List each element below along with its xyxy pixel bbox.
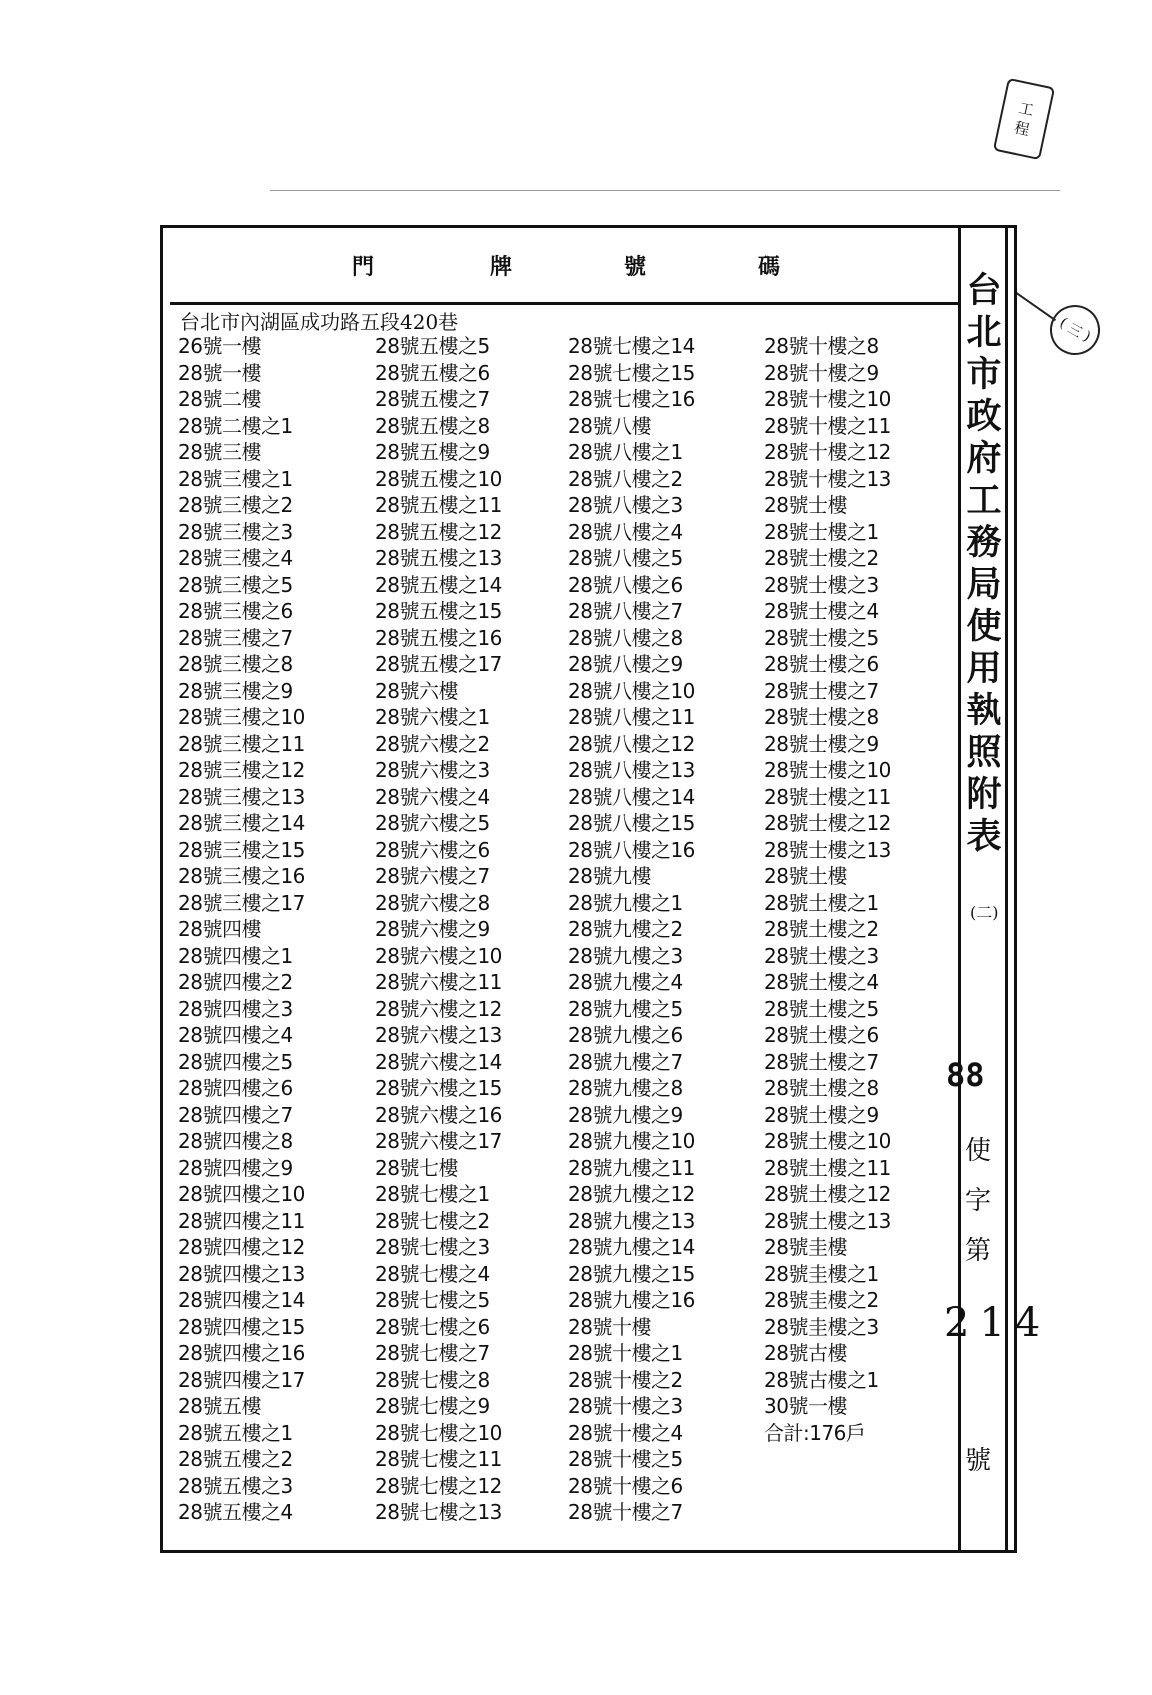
door-number-entry: 28號五樓之6 (375, 360, 490, 385)
door-number-entry: 28號六樓之12 (375, 996, 502, 1021)
door-number-entry: 28號九樓之5 (568, 996, 683, 1021)
door-number-entry: 28號六樓之6 (375, 837, 490, 862)
door-number-entry: 28號六樓之3 (375, 758, 490, 782)
door-number-entry: 28號四樓之4 (178, 1023, 293, 1047)
seal-mid: 三 (1064, 320, 1085, 342)
door-number-entry: 28號三樓之17 (178, 890, 305, 915)
door-number-entry: 28號九樓之7 (568, 1049, 683, 1074)
door-number-entry: 28號九樓之6 (568, 1023, 683, 1047)
license-appendix-title: 台北市政府工務局使用執照附表 (966, 270, 1002, 857)
header-char-3: 號 (624, 254, 647, 280)
door-number-entry: 28號七樓之3 (375, 1235, 490, 1259)
door-number-entry: 28號土樓之6 (764, 1023, 879, 1047)
stamp-char-2: 程 (1012, 118, 1032, 140)
door-number-entry: 28號三樓 (178, 440, 261, 464)
door-number-entry: 28號三樓之7 (178, 625, 293, 650)
license-number: 214 (944, 1300, 1051, 1346)
door-number-entry: 28號六樓之7 (375, 864, 490, 888)
door-number-entry: 28號士樓之9 (764, 731, 879, 756)
header-char-1: 門 (352, 254, 375, 280)
door-number-entry: 28號圭樓之1 (764, 1261, 879, 1286)
door-number-entry: 28號七樓之9 (375, 1394, 490, 1418)
door-number-entry: 28號六樓之13 (375, 1023, 502, 1047)
door-number-entry: 28號四樓之10 (178, 1182, 305, 1206)
door-number-entry: 28號七樓之8 (375, 1367, 490, 1392)
door-number-entry: 28號八樓之6 (568, 572, 683, 597)
door-number-entry: 28號士樓之13 (764, 837, 891, 862)
door-number-entry: 28號四樓之15 (178, 1314, 305, 1339)
door-number-entry: 28號三樓之11 (178, 731, 305, 756)
door-number-entry: 28號圭樓之2 (764, 1288, 879, 1312)
door-number-entry: 28號士樓之12 (764, 811, 891, 835)
door-number-entry: 28號五樓之7 (375, 387, 490, 411)
door-number-entry: 28號十樓之11 (764, 413, 891, 438)
door-number-entry: 28號五樓之12 (375, 519, 502, 544)
door-number-entry: 28號三樓之12 (178, 758, 305, 782)
header-char-2: 牌 (490, 254, 513, 280)
door-number-entry: 28號九樓之3 (568, 943, 683, 968)
door-number-entry: 28號六樓之10 (375, 943, 502, 968)
side-panel-left-border (958, 228, 961, 1550)
door-number-entry: 28號土樓之1 (764, 890, 879, 915)
door-number-entry: 28號七樓之11 (375, 1447, 502, 1471)
door-number-entry: 28號二樓 (178, 387, 261, 411)
door-number-entry: 28號土樓之11 (764, 1155, 891, 1180)
door-number-entry: 28號三樓之10 (178, 705, 305, 729)
door-number-entry: 28號四樓之2 (178, 970, 293, 994)
door-number-entry: 28號五樓之9 (375, 440, 490, 464)
door-number-entry: 28號六樓 (375, 678, 458, 703)
door-number-entry: 28號十樓之7 (568, 1500, 683, 1524)
door-number-entry: 28號五樓之2 (178, 1447, 293, 1471)
door-number-entry: 28號十樓之10 (764, 387, 891, 411)
engineering-stamp (993, 78, 1055, 160)
door-number-entry: 28號士樓之5 (764, 625, 879, 650)
license-suffix-char: 號 (965, 1446, 992, 1476)
license-prefix-char-3: 第 (965, 1236, 992, 1266)
door-number-entry: 28號六樓之1 (375, 705, 490, 729)
door-number-entry: 28號土樓 (764, 864, 847, 888)
door-number-entry: 28號三樓之15 (178, 837, 305, 862)
door-number-entry: 28號九樓之10 (568, 1129, 695, 1153)
seal-connector-line (1014, 291, 1056, 321)
door-number-entry: 28號士樓之8 (764, 705, 879, 729)
door-number-entry: 28號七樓之15 (568, 360, 695, 385)
door-number-entry: 28號七樓之5 (375, 1288, 490, 1312)
door-number-entry: 28號古樓 (764, 1341, 847, 1365)
door-number-entry: 28號八樓 (568, 413, 651, 438)
door-number-entry: 28號三樓之4 (178, 546, 293, 570)
door-number-entry: 28號十樓之1 (568, 1341, 683, 1365)
door-number-entry: 28號六樓之11 (375, 970, 502, 994)
door-number-entry: 28號五樓之15 (375, 599, 502, 623)
door-number-entry: 28號八樓之13 (568, 758, 695, 782)
door-number-entry: 28號九樓之4 (568, 970, 683, 994)
door-number-entry: 28號古樓之1 (764, 1367, 879, 1392)
door-number-entry: 28號四樓之11 (178, 1208, 305, 1233)
door-number-entry: 28號七樓之13 (375, 1500, 502, 1524)
door-number-entry: 28號九樓之15 (568, 1261, 695, 1286)
door-number-entry: 28號四樓之17 (178, 1367, 305, 1392)
seal-right: ) (1080, 328, 1094, 346)
door-number-entry: 28號八樓之7 (568, 599, 683, 623)
door-number-entry: 28號四樓之3 (178, 996, 293, 1021)
door-number-entry: 28號十樓 (568, 1314, 651, 1339)
door-number-entry: 28號十樓之8 (764, 334, 879, 358)
door-number-entry: 30號一樓 (764, 1394, 847, 1418)
door-number-entry: 28號十樓之3 (568, 1394, 683, 1418)
door-number-entry: 28號土樓之10 (764, 1129, 891, 1153)
door-number-entry: 28號三樓之2 (178, 493, 293, 517)
door-number-entry: 28號八樓之5 (568, 546, 683, 570)
door-number-entry: 26號一樓 (178, 334, 261, 358)
door-number-entry: 28號八樓之2 (568, 466, 683, 491)
door-number-entry: 28號五樓之16 (375, 625, 502, 650)
door-number-entry: 28號六樓之16 (375, 1102, 502, 1127)
page-seal (1041, 296, 1109, 364)
door-number-entry: 28號三樓之5 (178, 572, 293, 597)
door-number-entry: 28號七樓之4 (375, 1261, 490, 1286)
door-number-entry: 28號十樓之4 (568, 1420, 683, 1445)
door-number-entry: 28號十樓之6 (568, 1473, 683, 1498)
door-number-entry: 28號九樓之2 (568, 917, 683, 941)
door-number-entry: 28號六樓之14 (375, 1049, 502, 1074)
door-number-entry: 28號九樓之12 (568, 1182, 695, 1206)
door-number-entry: 28號士樓之11 (764, 784, 891, 809)
street-address: 台北市內湖區成功路五段420巷 (180, 310, 459, 334)
door-number-entry: 28號四樓 (178, 917, 261, 941)
door-number-entry: 28號五樓之8 (375, 413, 490, 438)
door-number-entry: 28號土樓之2 (764, 917, 879, 941)
door-number-entry: 28號土樓之8 (764, 1076, 879, 1100)
door-number-entry: 28號土樓之5 (764, 996, 879, 1021)
door-number-entry: 28號土樓之4 (764, 970, 879, 994)
door-number-entry: 28號八樓之9 (568, 652, 683, 676)
door-number-entry: 28號圭樓之3 (764, 1314, 879, 1339)
door-number-entry: 28號三樓之13 (178, 784, 305, 809)
door-number-entry: 28號四樓之1 (178, 943, 293, 968)
door-number-entry: 28號五樓之4 (178, 1500, 293, 1524)
door-number-entry: 28號士樓之1 (764, 519, 879, 544)
door-number-column-2 (375, 333, 502, 1526)
door-number-entry: 28號九樓之14 (568, 1235, 695, 1259)
door-number-entry: 28號九樓之8 (568, 1076, 683, 1100)
door-number-entry: 28號六樓之4 (375, 784, 490, 809)
door-number-entry: 28號五樓之3 (178, 1473, 293, 1498)
door-number-entry: 28號四樓之9 (178, 1155, 293, 1180)
door-number-entry: 28號七樓之1 (375, 1182, 490, 1206)
door-number-entry: 合計:176戶 (764, 1420, 866, 1445)
door-number-entry: 28號土樓之12 (764, 1182, 891, 1206)
door-number-entry: 28號六樓之8 (375, 890, 490, 915)
door-number-entry: 28號八樓之12 (568, 731, 695, 756)
door-number-entry: 28號八樓之15 (568, 811, 695, 835)
door-number-entry: 28號九樓之9 (568, 1102, 683, 1127)
door-number-entry: 28號七樓之2 (375, 1208, 490, 1233)
door-number-entry: 28號五樓之13 (375, 546, 502, 570)
scan-top-line (270, 190, 1060, 191)
door-number-entry: 28號五樓之11 (375, 493, 502, 517)
door-number-entry: 28號四樓之13 (178, 1261, 305, 1286)
door-number-entry: 28號九樓之16 (568, 1288, 695, 1312)
door-number-entry: 28號三樓之3 (178, 519, 293, 544)
door-number-entry: 28號九樓之11 (568, 1155, 695, 1180)
door-number-entry: 28號土樓之3 (764, 943, 879, 968)
door-number-entry: 28號士樓 (764, 493, 847, 517)
door-number-entry: 28號四樓之12 (178, 1235, 305, 1259)
door-number-entry: 28號四樓之6 (178, 1076, 293, 1100)
door-number-entry: 28號四樓之8 (178, 1129, 293, 1153)
door-number-entry: 28號九樓之13 (568, 1208, 695, 1233)
door-number-entry: 28號五樓之5 (375, 334, 490, 358)
door-number-entry: 28號九樓之1 (568, 890, 683, 915)
stamp-char-1: 工 (1016, 98, 1036, 120)
side-panel-right-border (1005, 228, 1008, 1550)
door-number-entry: 28號五樓之17 (375, 652, 502, 676)
door-number-entry: 28號七樓 (375, 1155, 458, 1180)
door-number-entry: 28號四樓之5 (178, 1049, 293, 1074)
door-number-entry: 28號六樓之9 (375, 917, 490, 941)
door-number-entry: 28號八樓之8 (568, 625, 683, 650)
door-number-entry: 28號三樓之16 (178, 864, 305, 888)
door-number-entry: 28號六樓之5 (375, 811, 490, 835)
door-number-entry: 28號二樓之1 (178, 413, 293, 438)
door-number-entry: 28號八樓之4 (568, 519, 683, 544)
door-number-entry: 28號五樓之10 (375, 466, 502, 491)
license-prefix-char-2: 字 (965, 1186, 992, 1216)
door-number-entry: 28號一樓 (178, 360, 261, 385)
door-number-entry: 28號六樓之17 (375, 1129, 502, 1153)
door-number-entry: 28號十樓之5 (568, 1447, 683, 1471)
door-number-entry: 28號十樓之9 (764, 360, 879, 385)
door-number-entry: 28號十樓之13 (764, 466, 891, 491)
door-number-entry: 28號三樓之9 (178, 678, 293, 703)
door-number-entry: 28號士樓之2 (764, 546, 879, 570)
header-divider (170, 302, 960, 305)
license-prefix-char-1: 使 (965, 1136, 992, 1166)
door-number-entry: 28號五樓之1 (178, 1420, 293, 1445)
door-number-entry: 28號七樓之7 (375, 1341, 490, 1365)
header-char-4: 碼 (758, 254, 781, 280)
door-number-entry: 28號八樓之3 (568, 493, 683, 517)
door-number-entry: 28號圭樓 (764, 1235, 847, 1259)
door-number-entry: 28號七樓之6 (375, 1314, 490, 1339)
door-number-entry: 28號四樓之14 (178, 1288, 305, 1312)
license-year: 88 (946, 1056, 985, 1094)
door-number-entry: 28號四樓之16 (178, 1341, 305, 1365)
door-number-entry: 28號七樓之10 (375, 1420, 502, 1445)
door-number-entry: 28號七樓之12 (375, 1473, 502, 1498)
door-number-entry: 28號五樓 (178, 1394, 261, 1418)
seal-left: ( (1056, 314, 1070, 332)
door-number-entry: 28號八樓之14 (568, 784, 695, 809)
door-number-entry: 28號士樓之4 (764, 599, 879, 623)
door-number-entry: 28號六樓之2 (375, 731, 490, 756)
door-number-entry: 28號三樓之14 (178, 811, 305, 835)
door-number-entry: 28號士樓之3 (764, 572, 879, 597)
door-number-entry: 28號三樓之8 (178, 652, 293, 676)
door-number-entry: 28號五樓之14 (375, 572, 502, 597)
door-number-entry: 28號土樓之9 (764, 1102, 879, 1127)
door-number-entry: 28號七樓之14 (568, 334, 695, 358)
door-number-entry: 28號十樓之2 (568, 1367, 683, 1392)
door-number-entry: 28號三樓之6 (178, 599, 293, 623)
door-number-entry: 28號士樓之7 (764, 678, 879, 703)
door-number-entry: 28號八樓之16 (568, 837, 695, 862)
door-number-entry: 28號三樓之1 (178, 466, 293, 491)
door-number-entry: 28號八樓之10 (568, 678, 695, 703)
appendix-number: (二) (970, 903, 999, 922)
door-number-entry: 28號八樓之1 (568, 440, 683, 464)
door-number-column-3 (568, 333, 695, 1526)
door-number-entry: 28號十樓之12 (764, 440, 891, 464)
door-number-entry: 28號八樓之11 (568, 705, 695, 729)
door-number-entry: 28號土樓之7 (764, 1049, 879, 1074)
door-number-entry: 28號士樓之6 (764, 652, 879, 676)
door-number-entry: 28號土樓之13 (764, 1208, 891, 1233)
door-number-entry: 28號士樓之10 (764, 758, 891, 782)
door-number-column-1 (178, 333, 305, 1526)
door-number-entry: 28號四樓之7 (178, 1102, 293, 1127)
door-number-column-4 (764, 333, 891, 1446)
door-number-entry: 28號七樓之16 (568, 387, 695, 411)
door-number-entry: 28號六樓之15 (375, 1076, 502, 1100)
door-number-entry: 28號九樓 (568, 864, 651, 888)
